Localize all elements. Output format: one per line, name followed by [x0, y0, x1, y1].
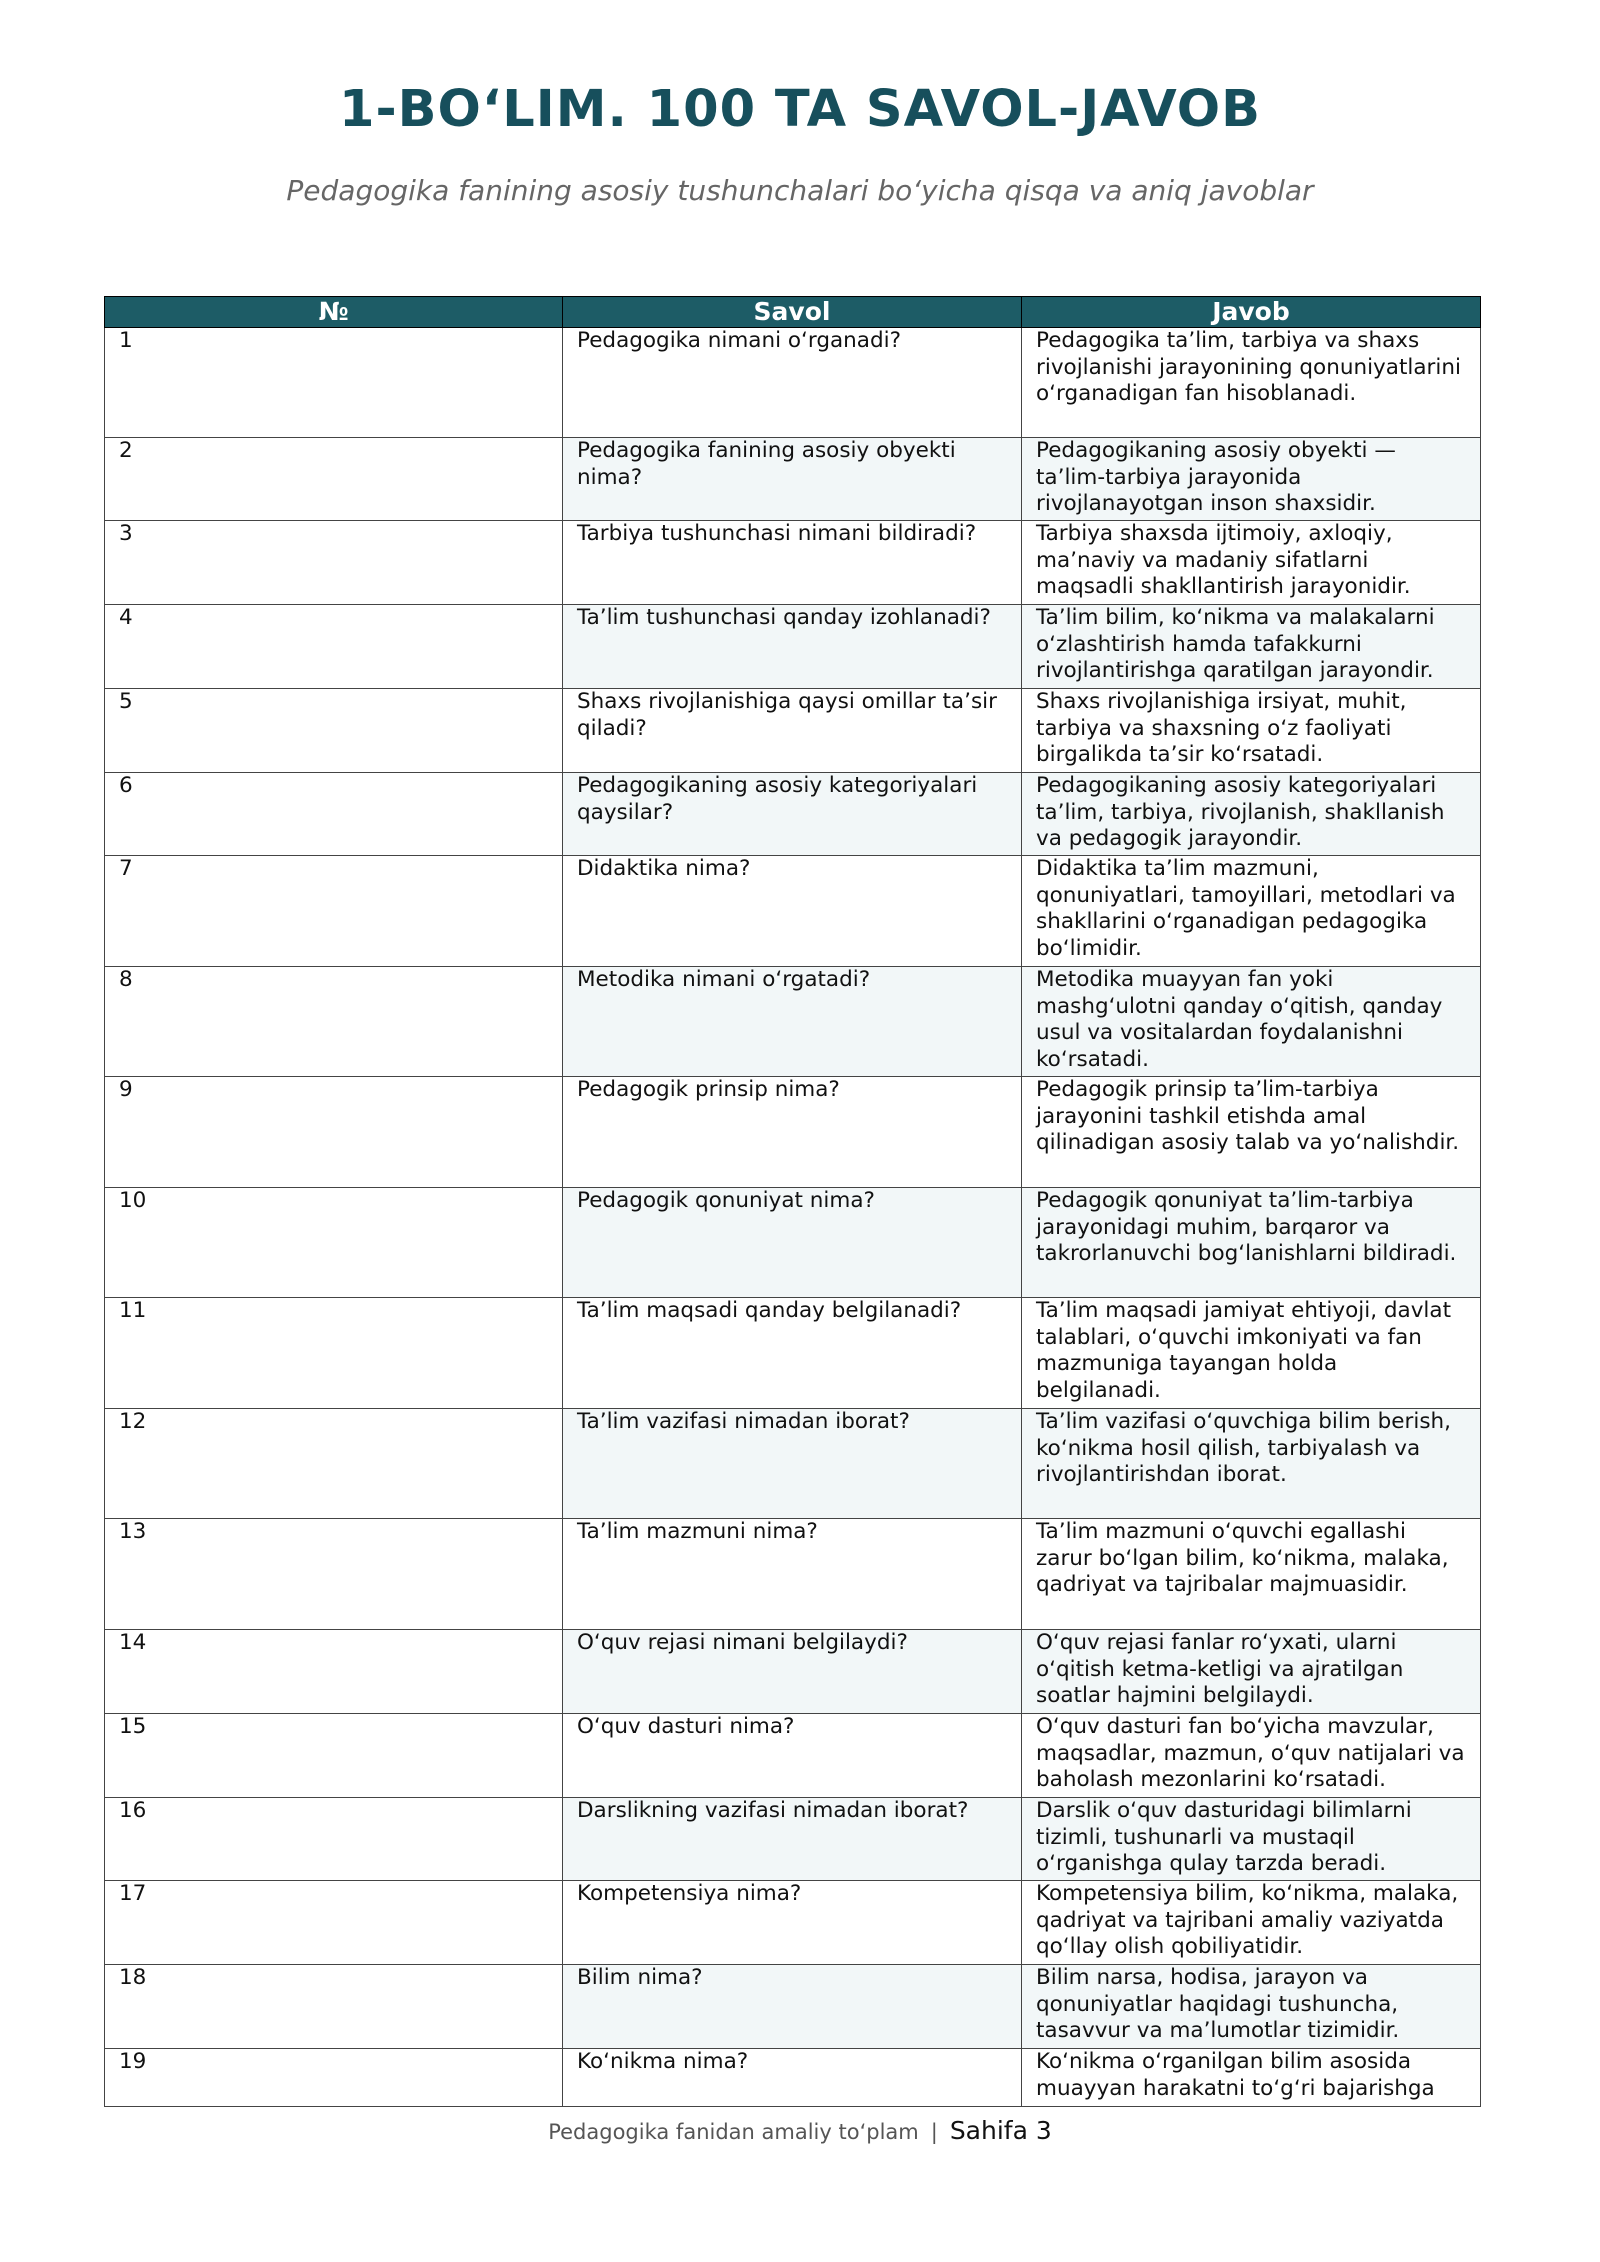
row-number: 6 [105, 773, 563, 856]
row-question: Pedagogikaning asosiy kategoriyalari qaysilar? [563, 773, 1022, 856]
row-answer: Pedagogikaning asosiy obyekti — ta’lim-tarbiya jarayonida rivojlanayotgan inson shaxsidir. [1022, 438, 1481, 521]
row-number: 3 [105, 521, 563, 605]
row-number: 16 [105, 1798, 563, 1881]
row-question: Didaktika nima? [563, 856, 1022, 967]
row-question: O‘quv rejasi nimani belgilaydi? [563, 1630, 1022, 1714]
row-question: Kompetensiya nima? [563, 1881, 1022, 1965]
row-question: Pedagogik prinsip nima? [563, 1077, 1022, 1188]
row-number: 2 [105, 438, 563, 521]
row-question: Tarbiya tushunchasi nimani bildiradi? [563, 521, 1022, 605]
table-row [105, 1965, 1481, 2049]
row-answer: Darslik o‘quv dasturidagi bilimlarni tizimli, tushunarli va mustaqil o‘rganishga qulay tarzda beradi. [1022, 1798, 1481, 1881]
table-row [105, 1298, 1481, 1409]
row-question: Pedagogik qonuniyat nima? [563, 1188, 1022, 1298]
row-number: 9 [105, 1077, 563, 1188]
row-answer: Tarbiya shaxsda ijtimoiy, axloqiy, ma’naviy va madaniy sifatlarni maqsadli shakllantirish jarayonidir. [1022, 521, 1481, 605]
table-row [105, 856, 1481, 967]
header-question: Savol [563, 297, 1022, 328]
header-number: № [105, 297, 563, 328]
row-answer: Ta’lim vazifasi o‘quvchiga bilim berish, ko‘nikma hosil qilish, tarbiyalash va rivojlantirishdan iborat. [1022, 1409, 1481, 1519]
row-answer: Pedagogik prinsip ta’lim-tarbiya jarayonini tashkil etishda amal qilinadigan asosiy talab va yo‘nalishdir. [1022, 1077, 1481, 1188]
footer-text: Pedagogika fanidan amaliy to‘plam [548, 2120, 919, 2144]
row-number: 1 [105, 328, 563, 438]
row-question: Ta’lim maqsadi qanday belgilanadi? [563, 1298, 1022, 1409]
page-number: Sahifa 3 [949, 2116, 1052, 2145]
row-question: Pedagogika fanining asosiy obyekti nima? [563, 438, 1022, 521]
row-number: 19 [105, 2049, 563, 2107]
table-row [105, 2049, 1481, 2107]
row-answer: Ta’lim bilim, ko‘nikma va malakalarni o‘zlashtirish hamda tafakkurni rivojlantirishga qaratilgan jarayondir. [1022, 605, 1481, 689]
table-row [105, 689, 1481, 773]
row-question: Ta’lim mazmuni nima? [563, 1519, 1022, 1630]
table-row [105, 773, 1481, 856]
table-row [105, 1881, 1481, 1965]
row-number: 17 [105, 1881, 563, 1965]
row-question: Ta’lim tushunchasi qanday izohlanadi? [563, 605, 1022, 689]
table-row [105, 1798, 1481, 1881]
row-number: 8 [105, 967, 563, 1077]
table-row [105, 438, 1481, 521]
row-answer: Shaxs rivojlanishiga irsiyat, muhit, tarbiya va shaxsning o‘z faoliyati birgalikda ta’sir ko‘rsatadi. [1022, 689, 1481, 773]
row-number: 7 [105, 856, 563, 967]
row-number: 15 [105, 1714, 563, 1798]
table-header-row [105, 297, 1481, 328]
row-answer: Pedagogika ta’lim, tarbiya va shaxs rivojlanishi jarayonining qonuniyatlarini o‘rganadigan fan hisoblanadi. [1022, 328, 1481, 438]
table-row [105, 1077, 1481, 1188]
header-answer: Javob [1022, 297, 1481, 328]
row-answer: Ta’lim maqsadi jamiyat ehtiyoji, davlat talablari, o‘quvchi imkoniyati va fan mazmuniga tayangan holda belgilanadi. [1022, 1298, 1481, 1409]
row-question: Metodika nimani o‘rgatadi? [563, 967, 1022, 1077]
row-number: 14 [105, 1630, 563, 1714]
row-question: Pedagogika nimani o‘rganadi? [563, 328, 1022, 438]
row-answer: Bilim narsa, hodisa, jarayon va qonuniyatlar haqidagi tushuncha, tasavvur va ma’lumotlar tizimidir. [1022, 1965, 1481, 2049]
row-question: Darslikning vazifasi nimadan iborat? [563, 1798, 1022, 1881]
row-answer: Didaktika ta’lim mazmuni, qonuniyatlari, tamoyillari, metodlari va shakllarini o‘rganadigan pedagogika bo‘limidir. [1022, 856, 1481, 967]
row-question: Bilim nima? [563, 1965, 1022, 2049]
row-answer: Ta’lim mazmuni o‘quvchi egallashi zarur bo‘lgan bilim, ko‘nikma, malaka, qadriyat va tajribalar majmuasidir. [1022, 1519, 1481, 1630]
row-number: 5 [105, 689, 563, 773]
table-row [105, 1519, 1481, 1630]
qa-table [104, 296, 1481, 2107]
table-row [105, 967, 1481, 1077]
page-subtitle: Pedagogika fanining asosiy tushunchalari bo‘yicha qisqa va aniq javoblar [286, 174, 1314, 207]
page-footer [0, 2116, 1600, 2145]
row-question: Shaxs rivojlanishiga qaysi omillar ta’sir qiladi? [563, 689, 1022, 773]
row-answer: Metodika muayyan fan yoki mashg‘ulotni qanday o‘qitish, qanday usul va vositalardan foydalanishni ko‘rsatadi. [1022, 967, 1481, 1077]
row-number: 18 [105, 1965, 563, 2049]
table-row [105, 1714, 1481, 1798]
footer-separator: | [930, 2120, 938, 2144]
row-answer: Kompetensiya bilim, ko‘nikma, malaka, qadriyat va tajribani amaliy vaziyatda qo‘llay olish qobiliyatidir. [1022, 1881, 1481, 1965]
row-answer: O‘quv dasturi fan bo‘yicha mavzular, maqsadlar, mazmun, o‘quv natijalari va baholash mezonlarini ko‘rsatadi. [1022, 1714, 1481, 1798]
table-row [105, 328, 1481, 438]
row-number: 12 [105, 1409, 563, 1519]
table-row [105, 1188, 1481, 1298]
table-row [105, 521, 1481, 605]
row-number: 4 [105, 605, 563, 689]
table-row [105, 1409, 1481, 1519]
row-number: 10 [105, 1188, 563, 1298]
table-row [105, 1630, 1481, 1714]
row-question: Ta’lim vazifasi nimadan iborat? [563, 1409, 1022, 1519]
row-answer: O‘quv rejasi fanlar ro‘yxati, ularni o‘qitish ketma-ketligi va ajratilgan soatlar hajmini belgilaydi. [1022, 1630, 1481, 1714]
row-number: 11 [105, 1298, 563, 1409]
row-answer: Ko‘nikma o‘rganilgan bilim asosida muayyan harakatni to‘g‘ri bajarishga [1022, 2049, 1481, 2107]
row-answer: Pedagogik qonuniyat ta’lim-tarbiya jarayonidagi muhim, barqaror va takrorlanuvchi bog‘lanishlarni bildiradi. [1022, 1188, 1481, 1298]
row-number: 13 [105, 1519, 563, 1630]
page-title: 1-BO‘LIM. 100 TA SAVOL-JAVOB [339, 80, 1261, 139]
table-row [105, 605, 1481, 689]
row-question: O‘quv dasturi nima? [563, 1714, 1022, 1798]
row-question: Ko‘nikma nima? [563, 2049, 1022, 2107]
row-answer: Pedagogikaning asosiy kategoriyalari ta’lim, tarbiya, rivojlanish, shakllanish va pedagogik jarayondir. [1022, 773, 1481, 856]
